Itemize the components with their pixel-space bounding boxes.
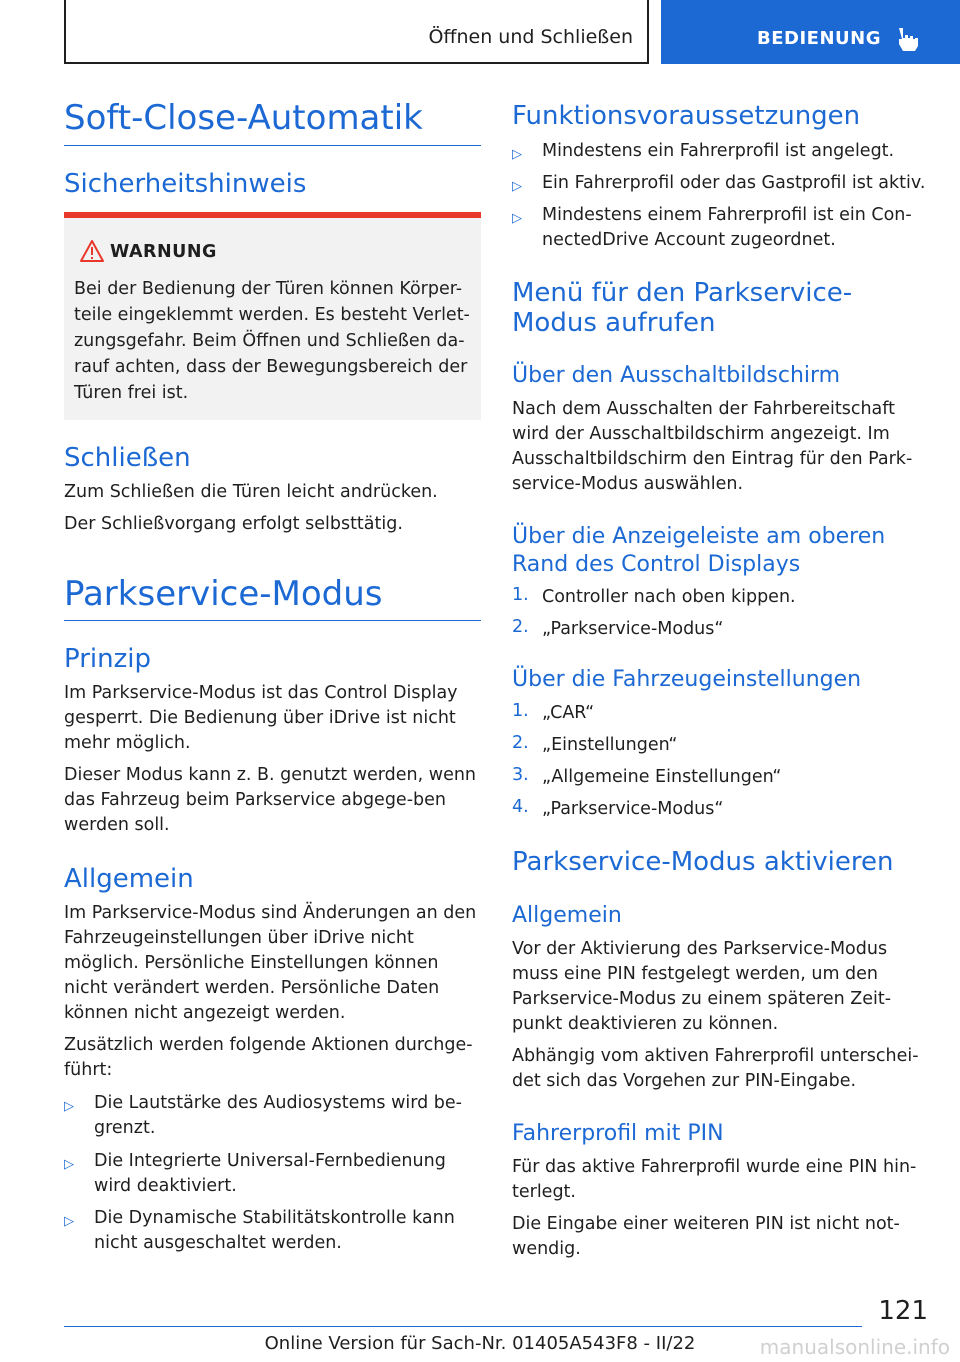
closing-paragraph-1: Zum Schließen die Türen leicht andrücken.	[64, 482, 438, 502]
list-item-text: Mindestens einem Fahrerprofil ist ein Con-nectedDrive Account zugeordnet.	[542, 205, 912, 250]
list-number: 1.	[512, 701, 529, 721]
heading-parkservice: Parkservice-Modus	[64, 574, 383, 614]
bullet-triangle-icon: ▷	[64, 1214, 74, 1229]
bullet-triangle-icon: ▷	[512, 211, 522, 226]
list-item-text: „Parkservice-Modus“	[542, 619, 724, 639]
footer-rule	[64, 1326, 862, 1327]
heading-general-right: Allgemein	[512, 903, 622, 928]
activate-paragraph-2: Abhängig vom aktiven Fahrerprofil unterschei-det sich das Vorgehen zur PIN-Eingabe.	[512, 1046, 919, 1091]
heading-vehicle-settings: Über die Fahrzeugeinstellungen	[512, 667, 862, 692]
pin-paragraph-2: Die Eingabe einer weiteren PIN ist nicht not-wendig.	[512, 1214, 900, 1259]
list-item-text: Die Dynamische Stabilitätskontrolle kann nicht ausgeschaltet werden.	[94, 1208, 455, 1253]
list-item-text: Die Integrierte Universal-Fernbedienung wird deaktiviert.	[94, 1151, 446, 1196]
header-chapter-tab	[661, 0, 960, 64]
general-paragraph-2: Zusätzlich werden folgende Aktionen durchge-führt:	[64, 1035, 473, 1080]
heading-closing: Schließen	[64, 443, 191, 473]
heading-safety-note: Sicherheitshinweis	[64, 169, 307, 199]
header-chapter-label: BEDIENUNG	[757, 28, 881, 49]
footer-online-version: Online Version für Sach-Nr. 01405A543F8 - II/22	[264, 1333, 696, 1354]
principle-paragraph-2: Dieser Modus kann z. B. genutzt werden, wenn das Fahrzeug beim Parkservice abgege-ben werden soll.	[64, 765, 477, 835]
list-number: 1.	[512, 585, 529, 605]
bullet-triangle-icon: ▷	[512, 147, 522, 162]
list-number: 2.	[512, 617, 529, 637]
heading-display-bar: Über die Anzeigeleiste am oberen Rand des Control Displays	[512, 524, 886, 577]
warning-box	[64, 218, 481, 420]
heading-general: Allgemein	[64, 864, 194, 894]
warning-title: WARNUNG	[110, 242, 217, 262]
heading-principle: Prinzip	[64, 644, 151, 674]
list-item-text: „Einstellungen“	[542, 735, 678, 755]
activate-paragraph-1: Vor der Aktivierung des Parkservice-Modus muss eine PIN festgelegt werden, um den Parkservice-Modus zu einem späteren Zeit-punkt deaktivieren zu können.	[512, 939, 892, 1034]
watermark: manualsonline.info	[759, 1335, 950, 1359]
list-number: 2.	[512, 733, 529, 753]
list-item-text: „CAR“	[542, 703, 595, 723]
bullet-triangle-icon: ▷	[512, 179, 522, 194]
list-item-text: „Parkservice-Modus“	[542, 799, 724, 819]
warning-text: Bei der Bedienung der Türen können Körper-teile eingeklemmt werden. Es besteht Verlet-zungsgefahr. Beim Öffnen und Schließen da-rauf achten, dass der Bewegungsbereich der Türen frei ist.	[74, 279, 470, 403]
bullet-triangle-icon: ▷	[64, 1099, 74, 1114]
heading-rule	[64, 145, 481, 146]
list-item-text: Die Lautstärke des Audiosystems wird be-grenzt.	[94, 1093, 462, 1138]
off-screen-paragraph: Nach dem Ausschalten der Fahrbereitschaft wird der Ausschaltbildschirm angezeigt. Im Ausschaltbildschirm den Eintrag für den Park-service-Modus auswählen.	[512, 399, 913, 494]
list-item-text: Mindestens ein Fahrerprofil ist angelegt.	[542, 141, 895, 161]
page-number: 121	[878, 1296, 928, 1326]
page-header	[0, 0, 960, 66]
bullet-triangle-icon: ▷	[64, 1157, 74, 1172]
heading-off-screen: Über den Ausschaltbildschirm	[512, 363, 841, 388]
general-paragraph-1: Im Parkservice-Modus sind Änderungen an den Fahrzeugeinstellungen über iDrive nicht möglich. Persönliche Einstellungen können nicht verändert werden. Persönliche Daten können nicht angezeigt werden.	[64, 903, 477, 1023]
closing-paragraph-2: Der Schließvorgang erfolgt selbsttätig.	[64, 514, 403, 534]
heading-requirements: Funktionsvoraussetzungen	[512, 101, 861, 131]
heading-soft-close: Soft-Close-Automatik	[64, 98, 423, 138]
header-section-title: Öffnen und Schließen	[428, 26, 633, 48]
list-number: 3.	[512, 765, 529, 785]
list-item-text: Ein Fahrerprofil oder das Gastprofil ist aktiv.	[542, 173, 926, 193]
heading-rule	[64, 620, 481, 621]
list-number: 4.	[512, 797, 529, 817]
pointing-hand-icon	[895, 26, 921, 52]
heading-activate: Parkservice-Modus aktivieren	[512, 847, 894, 877]
list-item-text: Controller nach oben kippen.	[542, 587, 796, 607]
heading-menu: Menü für den Parkservice-Modus aufrufen	[512, 278, 853, 338]
header-section-box	[64, 0, 649, 64]
heading-profile-pin: Fahrerprofil mit PIN	[512, 1121, 724, 1146]
list-item-text: „Allgemeine Einstellungen“	[542, 767, 782, 787]
warning-triangle-icon	[80, 240, 104, 262]
pin-paragraph-1: Für das aktive Fahrerprofil wurde eine PIN hin-terlegt.	[512, 1157, 917, 1202]
principle-paragraph-1: Im Parkservice-Modus ist das Control Display gesperrt. Die Bedienung über iDrive ist nicht mehr möglich.	[64, 683, 458, 753]
